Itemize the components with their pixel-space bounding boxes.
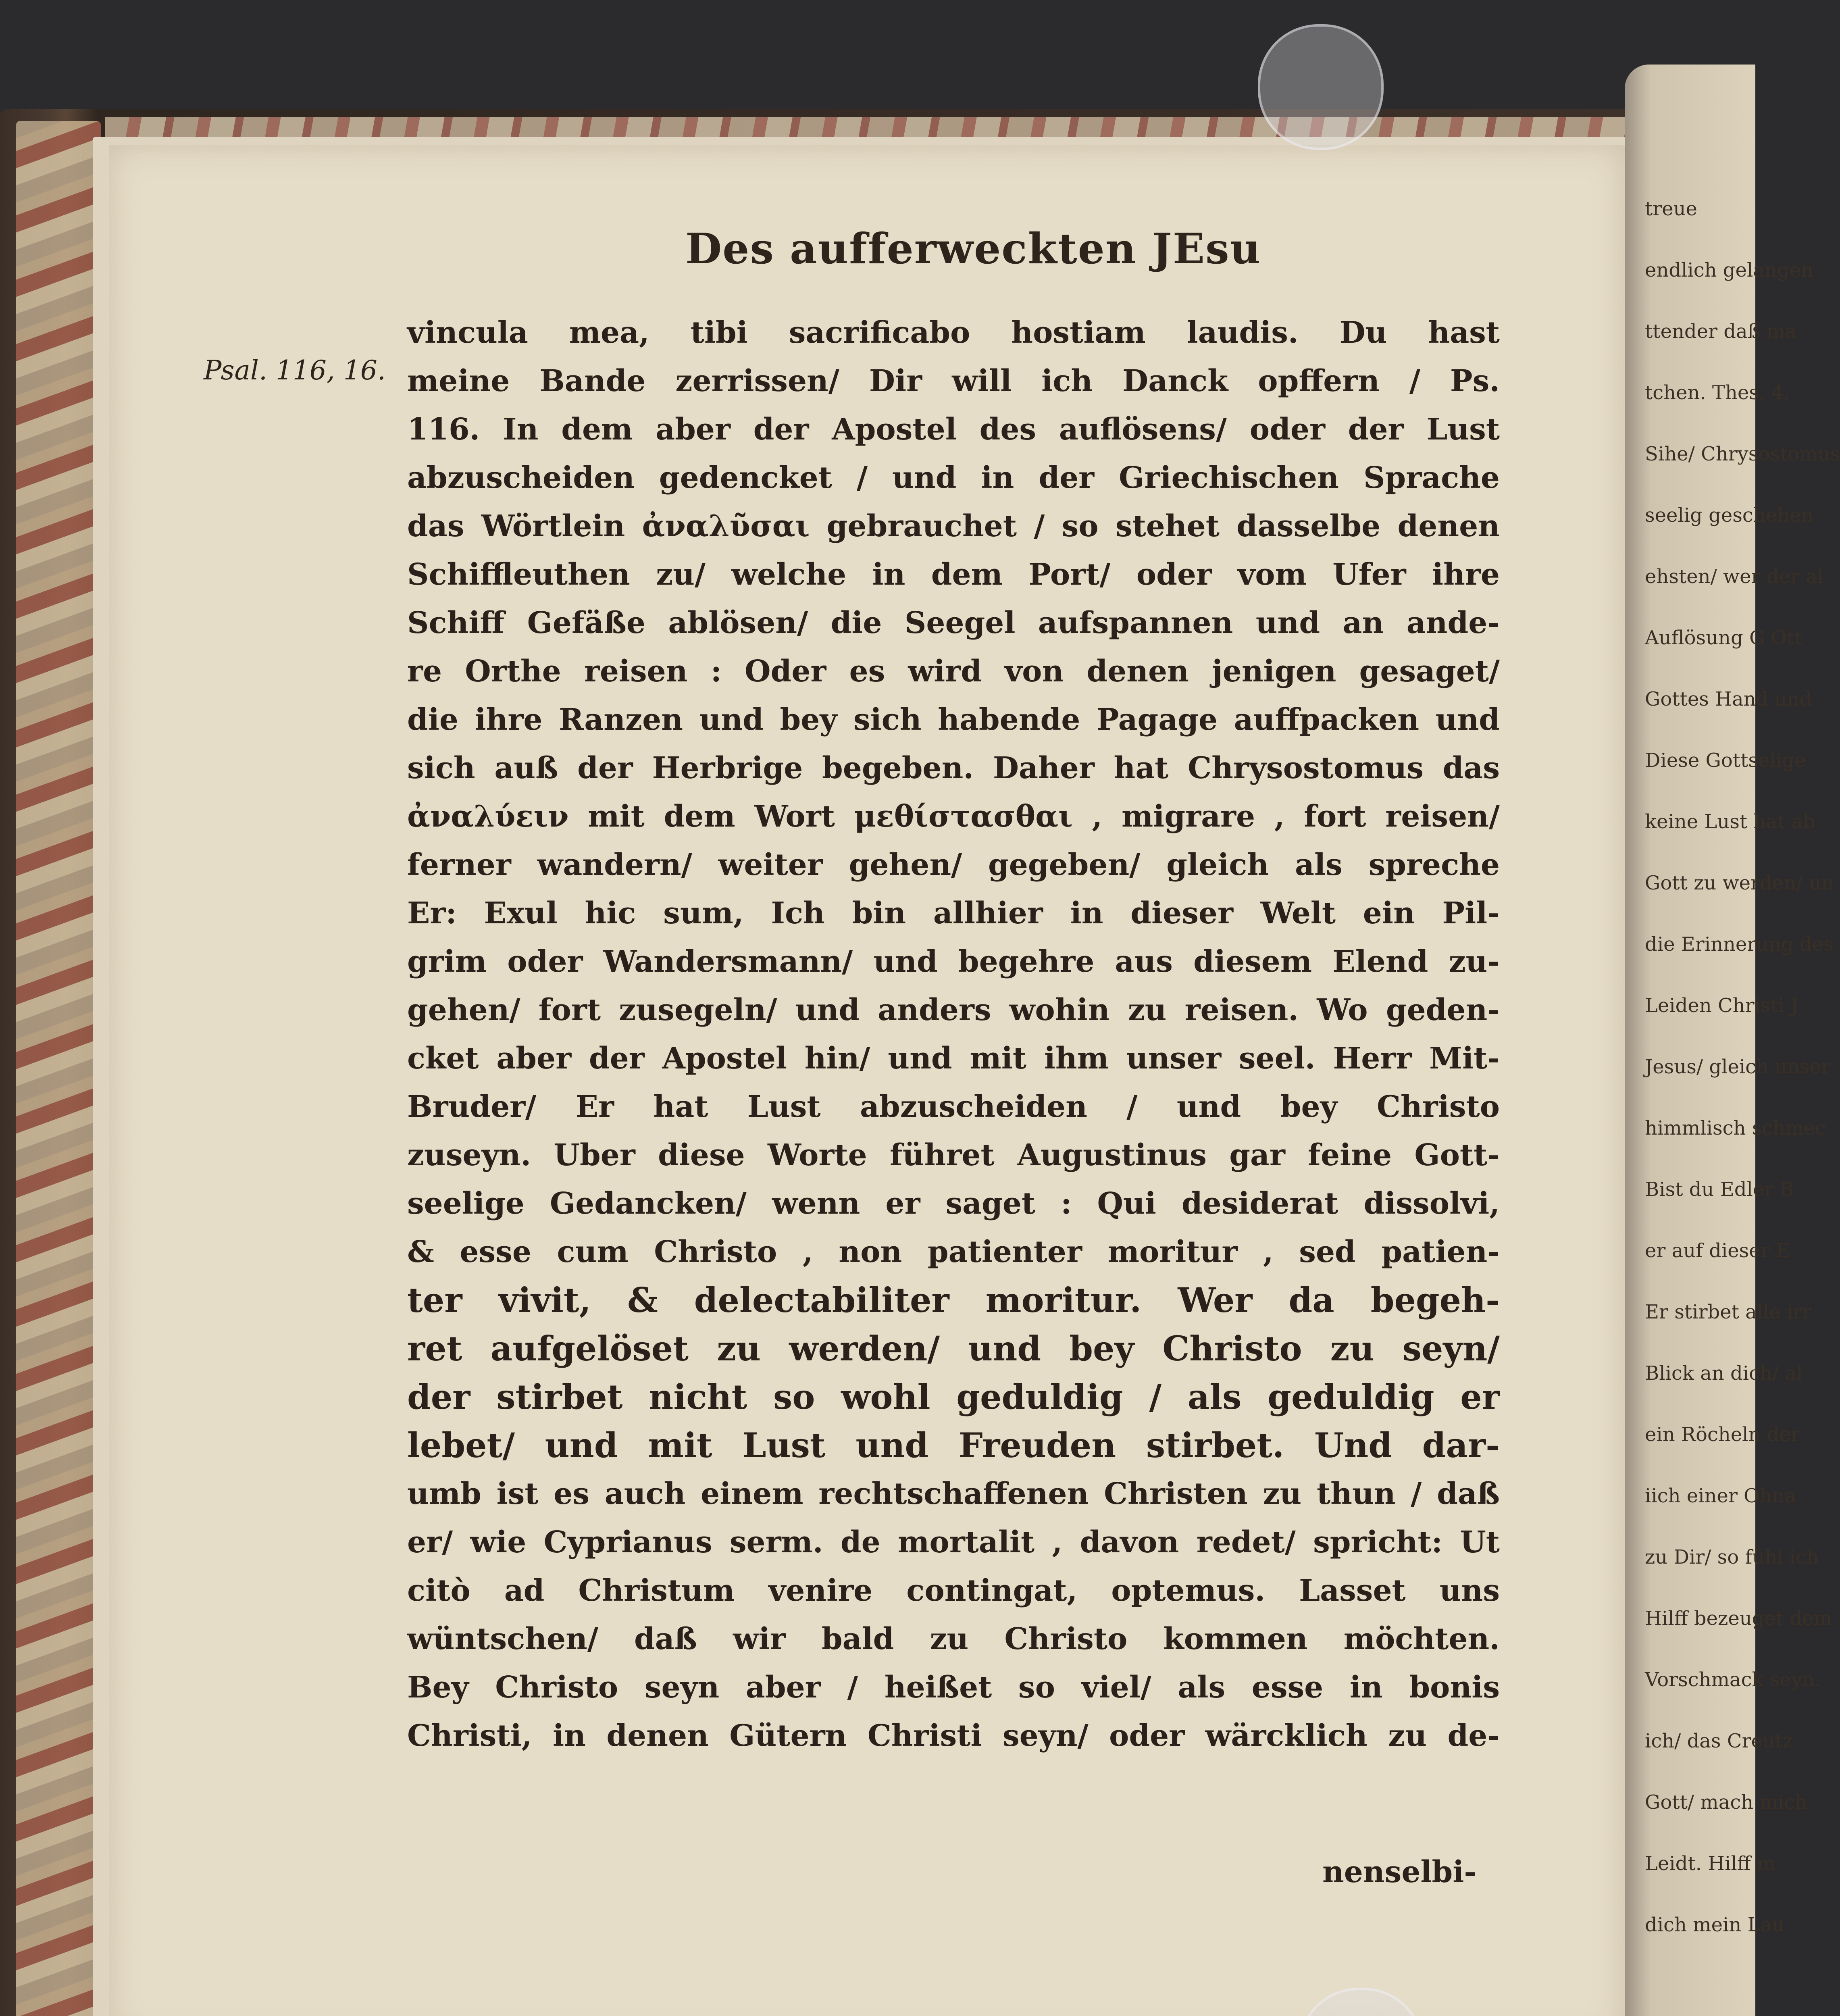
facing-text-line: Bist du Edler B xyxy=(1645,1178,1794,1201)
catchword: nenselbi- xyxy=(1322,1855,1477,1889)
facing-text-line: Blick an dich/ al xyxy=(1645,1362,1803,1385)
text-line: Schiff Gefäße ablösen/ die Seegel aufspannen und an ande- xyxy=(407,606,1500,640)
text-line: Schiffleuthen zu/ welche in dem Port/ oder vom Ufer ihre xyxy=(407,557,1500,592)
facing-text-line: treue xyxy=(1645,198,1697,220)
facing-text-line: dich mein Lau xyxy=(1645,1914,1784,1936)
facing-text-line: seelig geschehen xyxy=(1645,504,1814,527)
text-line: re Orthe reisen : Oder es wird von denen jenigen gesaget/ xyxy=(407,654,1500,689)
text-line: das Wörtlein ἀναλῦσαι gebrauchet / so stehet dasselbe denen xyxy=(407,509,1500,544)
text-line: cket aber der Apostel hin/ und mit ihm unser seel. Herr Mit- xyxy=(407,1041,1500,1076)
text-line: meine Bande zerrissen/ Dir will ich Danck opffern / Ps. xyxy=(407,364,1500,398)
text-line: ἀναλύειν mit dem Wort μεθίστασθαι , migrare , fort reisen/ xyxy=(407,799,1500,834)
facing-text-line: Hilff bezeuget dem xyxy=(1645,1607,1832,1630)
text-line: der stirbet nicht so wohl geduldig / als geduldig er xyxy=(407,1377,1500,1417)
text-line: gehen/ fort zusegeln/ und anders wohin zu reisen. Wo geden- xyxy=(407,993,1500,1027)
facing-text-line: Diese Gottselige xyxy=(1645,749,1806,772)
facing-text-line: ein Röcheln der xyxy=(1645,1423,1800,1446)
facing-text-line: Vorschmack seyn. xyxy=(1645,1668,1821,1691)
text-line: Bruder/ Er hat Lust abzuscheiden / und bey Christo xyxy=(407,1089,1500,1124)
facing-text-line: Gottes Hand und xyxy=(1645,688,1812,710)
text-line: ret aufgelöset zu werden/ und bey Christo zu seyn/ xyxy=(407,1329,1500,1368)
facing-text-line: Er stirbet alle irr xyxy=(1645,1301,1812,1323)
page-clip-top xyxy=(1258,24,1384,150)
facing-text-line: Leiden Christi J xyxy=(1645,994,1798,1017)
facing-text-line: er auf dieser E xyxy=(1645,1239,1790,1262)
text-line: Bey Christo seyn aber / heißet so viel/ als esse in bonis xyxy=(407,1670,1500,1705)
text-line: Er: Exul hic sum, Ich bin allhier in dieser Welt ein Pil- xyxy=(407,896,1500,931)
text-line: grim oder Wandersmann/ und begehre aus diesem Elend zu- xyxy=(407,944,1500,979)
text-line: Christi, in denen Gütern Christi seyn/ oder wärcklich zu de- xyxy=(407,1718,1500,1753)
facing-text-line: ehsten/ wer der al xyxy=(1645,565,1823,588)
marginal-note: Psal. 116, 16. xyxy=(204,355,386,386)
text-line: die ihre Ranzen und bey sich habende Pagage auffpacken und xyxy=(407,702,1500,737)
text-line: er/ wie Cyprianus serm. de mortalit , davon redet/ spricht: Ut xyxy=(407,1525,1500,1560)
text-line: vincula mea, tibi sacrificabo hostiam laudis. Du hast xyxy=(407,315,1500,350)
text-line: wüntschen/ daß wir bald zu Christo kommen möchten. xyxy=(407,1622,1500,1656)
text-line: & esse cum Christo , non patienter moritur , sed patien- xyxy=(407,1235,1500,1269)
text-line: sich auß der Herbrige begeben. Daher hat Chrysostomus das xyxy=(407,751,1500,785)
running-head: Des aufferweckten JEsu xyxy=(685,224,1261,273)
text-line: seelige Gedancken/ wenn er saget : Qui desiderat dissolvi, xyxy=(407,1186,1500,1221)
facing-page xyxy=(1625,65,1840,2016)
facing-text-line: zu Dir/ so fühl ich xyxy=(1645,1546,1819,1568)
facing-text-line: tchen. Thes. 4. xyxy=(1645,381,1790,404)
facing-text-line: endlich gelangen xyxy=(1645,259,1813,281)
facing-text-line: Jesus/ gleich unser xyxy=(1645,1056,1830,1078)
text-line: zuseyn. Uber diese Worte führet Augustinus gar feine Gott- xyxy=(407,1138,1500,1173)
facing-text-line: Leidt. Hilff m xyxy=(1645,1852,1775,1875)
text-line: ter vivit, & delectabiliter moritur. Wer da begeh- xyxy=(407,1280,1500,1320)
text-line: umb ist es auch einem rechtschaffenen Christen zu thun / daß xyxy=(407,1477,1500,1511)
facing-text-line: Auflösung G Ott xyxy=(1645,627,1803,649)
facing-text-line: Gott/ mach mich xyxy=(1645,1791,1808,1814)
main-text-block xyxy=(407,308,1500,1760)
facing-text-line: Sihe/ Chrysostomus xyxy=(1645,443,1840,465)
facing-text-line: ich/ das Creutz xyxy=(1645,1730,1793,1752)
facing-text-line: iich einer Ohna xyxy=(1645,1485,1796,1507)
text-line: ferner wandern/ weiter gehen/ gegeben/ gleich als spreche xyxy=(407,848,1500,882)
facing-text-line: die Erinnerung des xyxy=(1645,933,1834,956)
text-line: lebet/ und mit Lust und Freuden stirbet. Und dar- xyxy=(407,1425,1500,1465)
facing-text-line: Gott zu werden/ un xyxy=(1645,872,1834,894)
text-line: abzuscheiden gedencket / und in der Griechischen Sprache xyxy=(407,460,1500,495)
marbled-endpaper-left xyxy=(16,121,101,2016)
facing-text-line: keine Lust hat ab xyxy=(1645,810,1815,833)
text-line: 116. In dem aber der Apostel des auflösens/ oder der Lust xyxy=(407,412,1500,447)
facing-text-line: ttender daß ma xyxy=(1645,320,1797,343)
facing-text-line: himmlisch schmec xyxy=(1645,1117,1826,1139)
text-line: citò ad Christum venire contingat, optemus. Lasset uns xyxy=(407,1573,1500,1608)
